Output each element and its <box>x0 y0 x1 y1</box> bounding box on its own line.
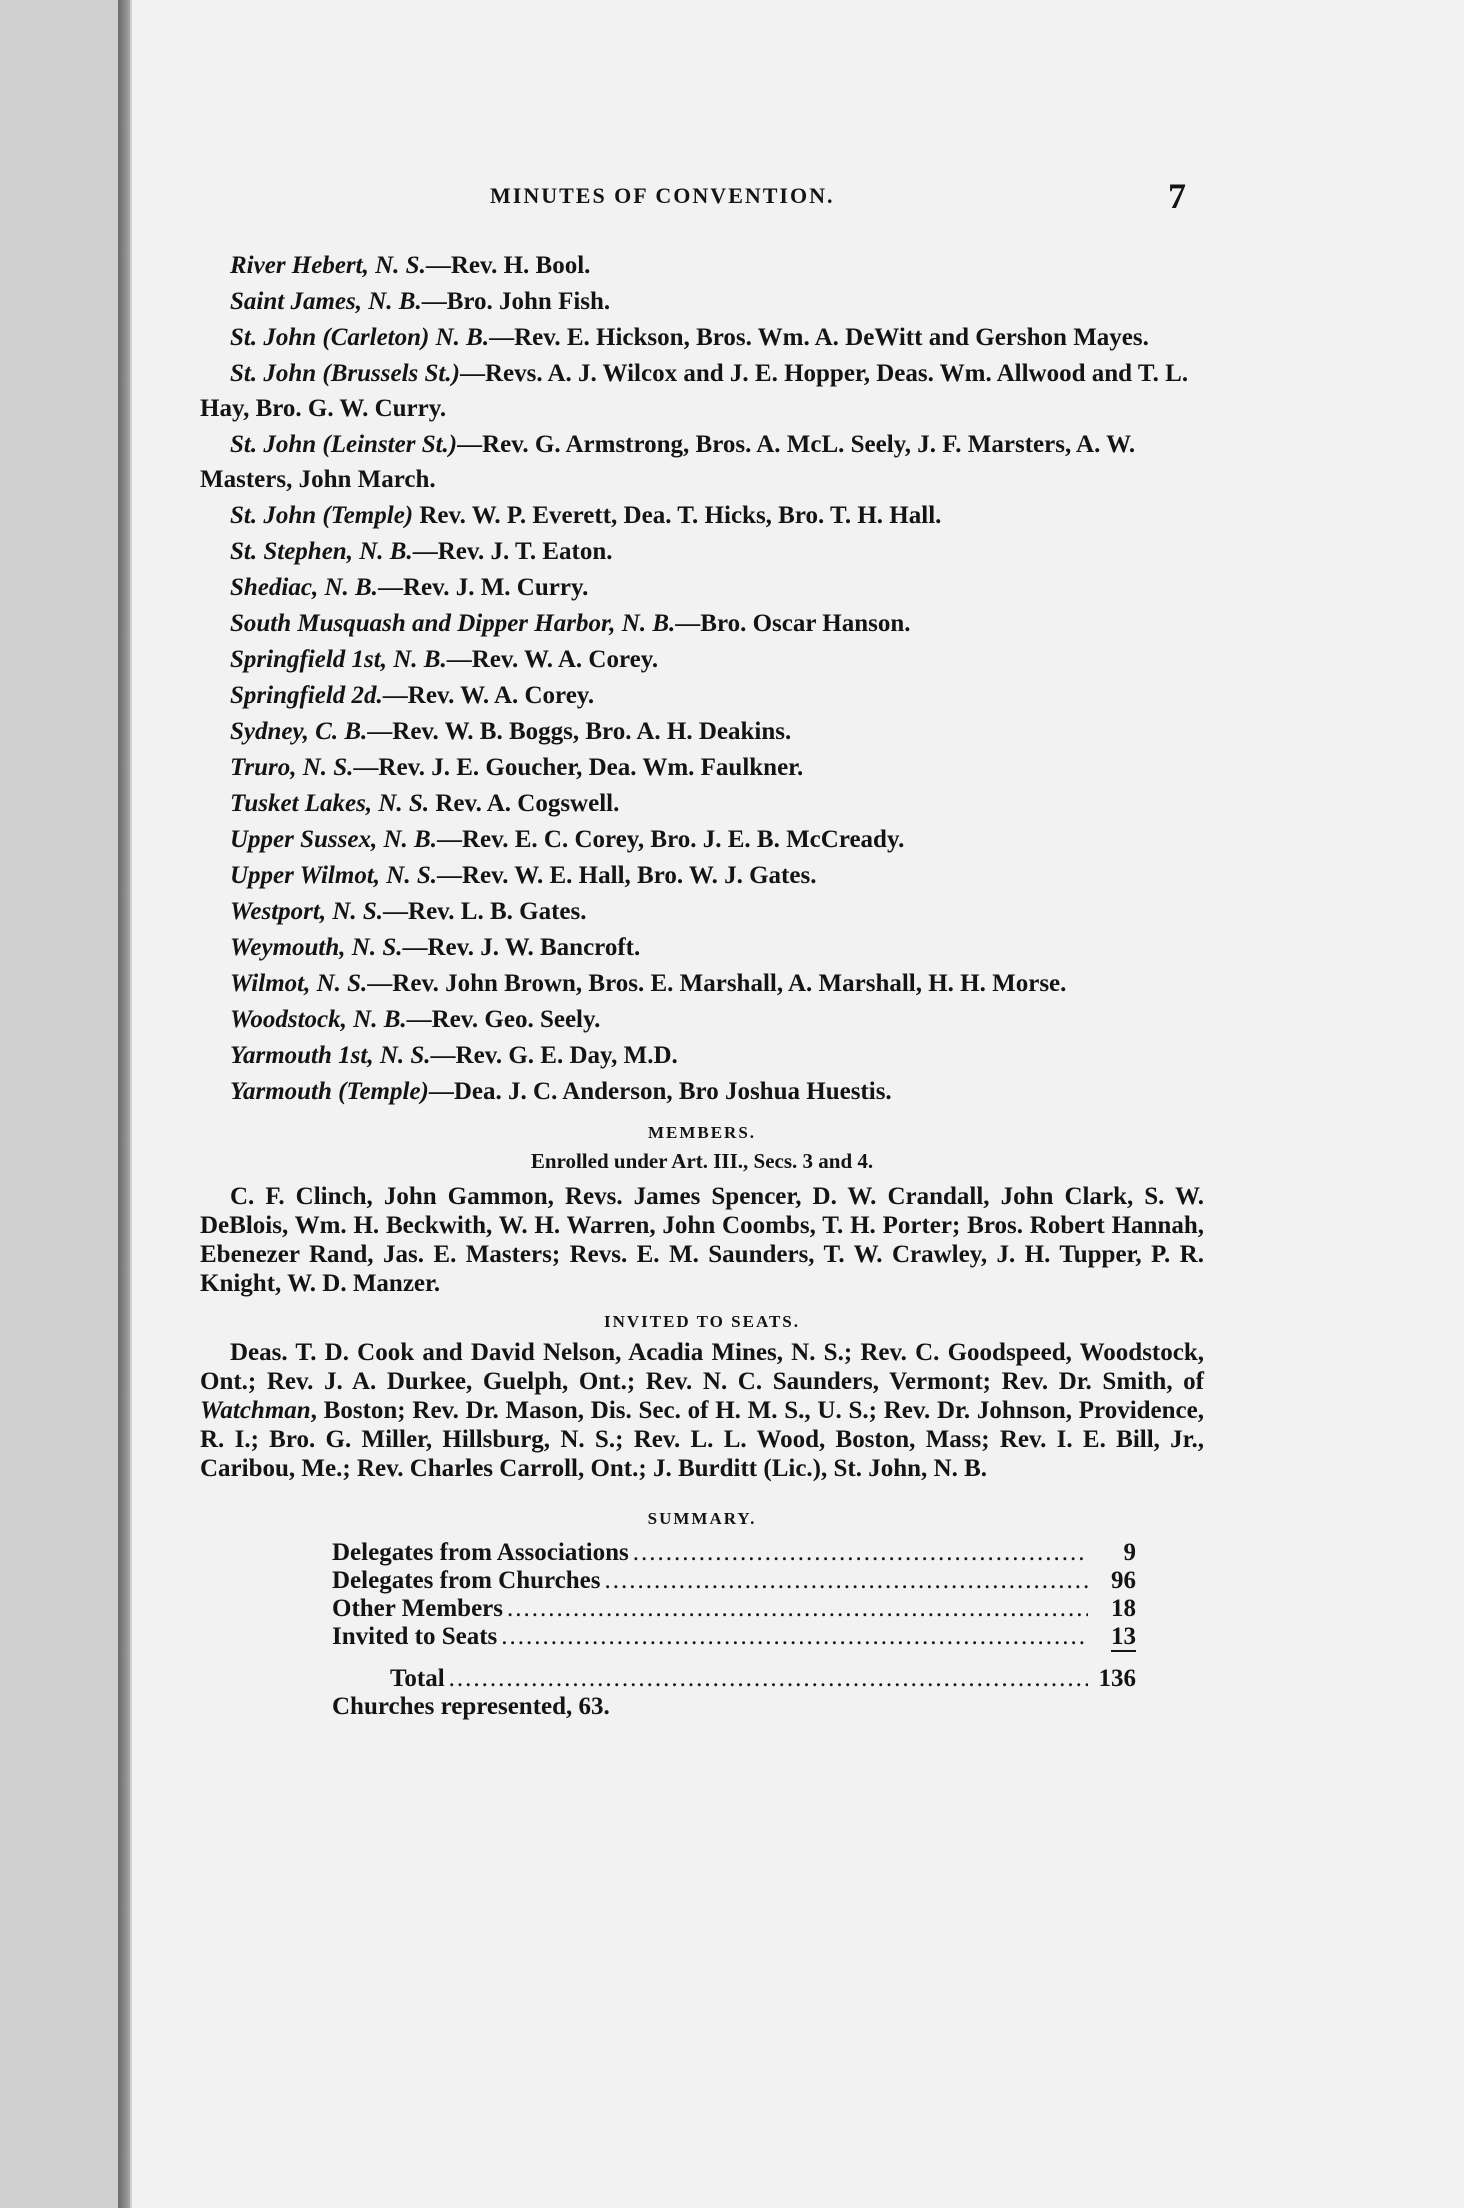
church-place: South Musquash and Dipper Harbor, N. B. <box>230 610 676 637</box>
church-entry <box>200 570 1204 605</box>
summary-value: 96 <box>1111 1567 1136 1594</box>
church-place: Wilmot, N. S. <box>230 970 368 997</box>
church-place: Springfield 1st, N. B. <box>230 646 447 673</box>
church-entry <box>200 498 1204 533</box>
page-header <box>132 176 1464 219</box>
church-delegates: —Bro. Oscar Hanson. <box>675 610 911 637</box>
summary-value: 18 <box>1111 1595 1136 1622</box>
summary-value-cell <box>1092 1539 1136 1567</box>
church-delegates: —Rev. W. E. Hall, Bro. W. J. Gates. <box>436 862 817 889</box>
summary-row <box>332 1567 1136 1595</box>
church-delegates: —Rev. J. T. Eaton. <box>412 538 613 565</box>
summary-label: Delegates from Associations <box>332 1539 629 1566</box>
church-place: Yarmouth 1st, N. S. <box>230 1042 431 1069</box>
church-entry <box>200 750 1204 785</box>
church-entry <box>200 320 1204 355</box>
church-place: Truro, N. S. <box>230 754 354 781</box>
members-subheading: Enrolled under Art. III., Secs. 3 and 4. <box>530 1149 874 1173</box>
church-delegates: —Rev. John Brown, Bros. E. Marshall, A. Marshall, H. H. Morse. <box>367 970 1067 997</box>
invited-heading: INVITED TO SEATS. <box>603 1312 801 1331</box>
churches-represented: Churches represented, 63. <box>332 1693 610 1720</box>
summary-value-cell <box>1092 1567 1136 1595</box>
church-place: Tusket Lakes, N. S. <box>230 790 430 817</box>
summary-value-cell <box>1092 1623 1136 1651</box>
summary-leader-dots <box>501 1623 1088 1651</box>
summary-label: Delegates from Churches <box>332 1567 601 1594</box>
invited-paragraph <box>200 1338 1204 1483</box>
church-entry <box>200 714 1204 749</box>
members-heading: MEMBERS. <box>647 1123 757 1142</box>
church-place: Yarmouth (Temple) <box>230 1078 429 1105</box>
church-entry <box>200 966 1204 1001</box>
summary-row <box>332 1623 1136 1651</box>
church-place: Woodstock, N. B. <box>230 1006 407 1033</box>
church-delegates: —Rev. G. Armstrong, Bros. A. McL. Seely, J. F. Marsters, A. W. Masters, John March. <box>200 431 1136 493</box>
church-delegates: —Rev. J. E. Goucher, Dea. Wm. Faulkner. <box>353 754 804 781</box>
summary-value: 13 <box>1111 1623 1136 1650</box>
church-delegates: —Rev. J. M. Curry. <box>377 574 589 601</box>
church-entry <box>200 822 1204 857</box>
binding-edge <box>118 0 130 2208</box>
church-place: St. John (Carleton) N. B. <box>230 324 490 351</box>
church-place: Shediac, N. B. <box>230 574 378 601</box>
summary-value: 9 <box>1123 1539 1136 1566</box>
church-delegates: —Rev. J. W. Bancroft. <box>402 934 641 961</box>
summary-leader-dots <box>633 1539 1088 1567</box>
church-entry <box>200 1074 1204 1109</box>
summary-leader-dots <box>507 1595 1088 1623</box>
summary-total-label: Total <box>390 1665 445 1692</box>
summary-label: Other Members <box>332 1595 504 1622</box>
church-entry <box>200 1002 1204 1037</box>
church-delegates: —Rev. H. Bool. <box>425 252 591 279</box>
summary-row <box>332 1539 1136 1567</box>
church-entry <box>200 1038 1204 1073</box>
summary-table <box>200 1539 1136 1721</box>
summary-label: Invited to Seats <box>332 1623 498 1650</box>
invited-text-part-1: Deas. T. D. Cook and David Nelson, Acadia Mines, N. S.; Rev. C. Goodspeed, Woodstock, Ont.; Rev. J. A. Durkee, Guelph, Ont.; Rev. N. C. Saunders, Vermont; Rev. Dr. Smith, of <box>200 1339 1204 1395</box>
church-delegates: —Bro. John Fish. <box>421 288 611 315</box>
church-delegates: —Rev. G. E. Day, M.D. <box>430 1042 678 1069</box>
church-place: Weymouth, N. S. <box>230 934 403 961</box>
church-entry <box>200 858 1204 893</box>
church-entry <box>200 248 1204 283</box>
summary-leader-dots <box>604 1567 1088 1595</box>
summary-rows <box>332 1539 1136 1651</box>
church-place: Saint James, N. B. <box>230 288 422 315</box>
church-place: St. John (Temple) <box>230 502 414 529</box>
church-delegates: —Revs. A. J. Wilcox and J. E. Hopper, Deas. Wm. Allwood and T. L. Hay, Bro. G. W. Curry. <box>200 360 1189 422</box>
church-place: Springfield 2d. <box>230 682 383 709</box>
church-delegates: —Rev. L. B. Gates. <box>383 898 587 925</box>
church-delegates: —Rev. W. A. Corey. <box>382 682 595 709</box>
delegate-list <box>200 248 1204 1721</box>
summary-value-cell <box>1092 1595 1136 1623</box>
church-entry <box>200 642 1204 677</box>
church-entry <box>200 356 1204 426</box>
church-delegates: —Rev. W. A. Corey. <box>446 646 659 673</box>
summary-total-value: 136 <box>1098 1665 1136 1692</box>
church-place: St. Stephen, N. B. <box>230 538 413 565</box>
church-place: Sydney, C. B. <box>230 718 368 745</box>
church-entry <box>200 534 1204 569</box>
church-entry <box>200 786 1204 821</box>
church-entry <box>200 606 1204 641</box>
church-delegates: —Rev. E. Hickson, Bros. Wm. A. DeWitt and Gershon Mayes. <box>489 324 1149 351</box>
church-entry <box>200 678 1204 713</box>
summary-heading: SUMMARY. <box>647 1509 757 1528</box>
church-place: Westport, N. S. <box>230 898 384 925</box>
church-delegates: Rev. W. P. Everett, Dea. T. Hicks, Bro. T. H. Hall. <box>413 502 942 529</box>
church-entry <box>200 894 1204 929</box>
summary-leader-dots <box>449 1665 1088 1693</box>
church-delegates: —Rev. Geo. Seely. <box>406 1006 601 1033</box>
church-place: Upper Sussex, N. B. <box>230 826 437 853</box>
church-entries <box>200 248 1204 1109</box>
church-entry <box>200 930 1204 965</box>
church-delegates: —Rev. E. C. Corey, Bro. J. E. B. McCready. <box>436 826 905 853</box>
members-paragraph: C. F. Clinch, John Gammon, Revs. James Spencer, D. W. Crandall, John Clark, S. W. DeBlois, Wm. H. Beckwith, W. H. Warren, John Coombs, T. H. Porter; Bros. Robert Hannah, Ebenezer Rand, Jas. E. Masters; Revs. E. M. Saunders, T. W. Crawley, J. H. Tupper, P. R. Knight, W. D. Manzer. <box>200 1183 1204 1297</box>
church-delegates: —Rev. W. B. Boggs, Bro. A. H. Deakins. <box>367 718 792 745</box>
church-place: St. John (Leinster St.) <box>230 431 458 458</box>
church-entry <box>200 427 1204 497</box>
invited-italic-title: Watchman <box>200 1397 311 1424</box>
church-place: Upper Wilmot, N. S. <box>230 862 437 889</box>
page-number: 7 <box>1168 176 1186 216</box>
church-delegates: Rev. A. Cogswell. <box>429 790 620 817</box>
church-delegates: —Dea. J. C. Anderson, Bro Joshua Huestis. <box>428 1078 892 1105</box>
church-place: St. John (Brussels St.) <box>230 360 460 387</box>
invited-text-part-2: , Boston; Rev. Dr. Mason, Dis. Sec. of H. M. S., U. S.; Rev. Dr. Johnson, Providence, R. I.; Bro. G. Miller, Hillsburg, N. S.; Rev. L. L. Wood, Boston, Mass; Rev. I. E. Bill, Jr., Caribou, Me.; Rev. Charles Carroll, Ont.; J. Burditt (Lic.), St. John, N. B. <box>200 1397 1204 1482</box>
running-title: MINUTES OF CONVENTION. <box>490 183 835 208</box>
document-page <box>132 0 1464 2208</box>
church-entry <box>200 284 1204 319</box>
church-place: River Hebert, N. S. <box>230 252 426 279</box>
summary-total-row <box>332 1665 1136 1693</box>
summary-row <box>332 1595 1136 1623</box>
